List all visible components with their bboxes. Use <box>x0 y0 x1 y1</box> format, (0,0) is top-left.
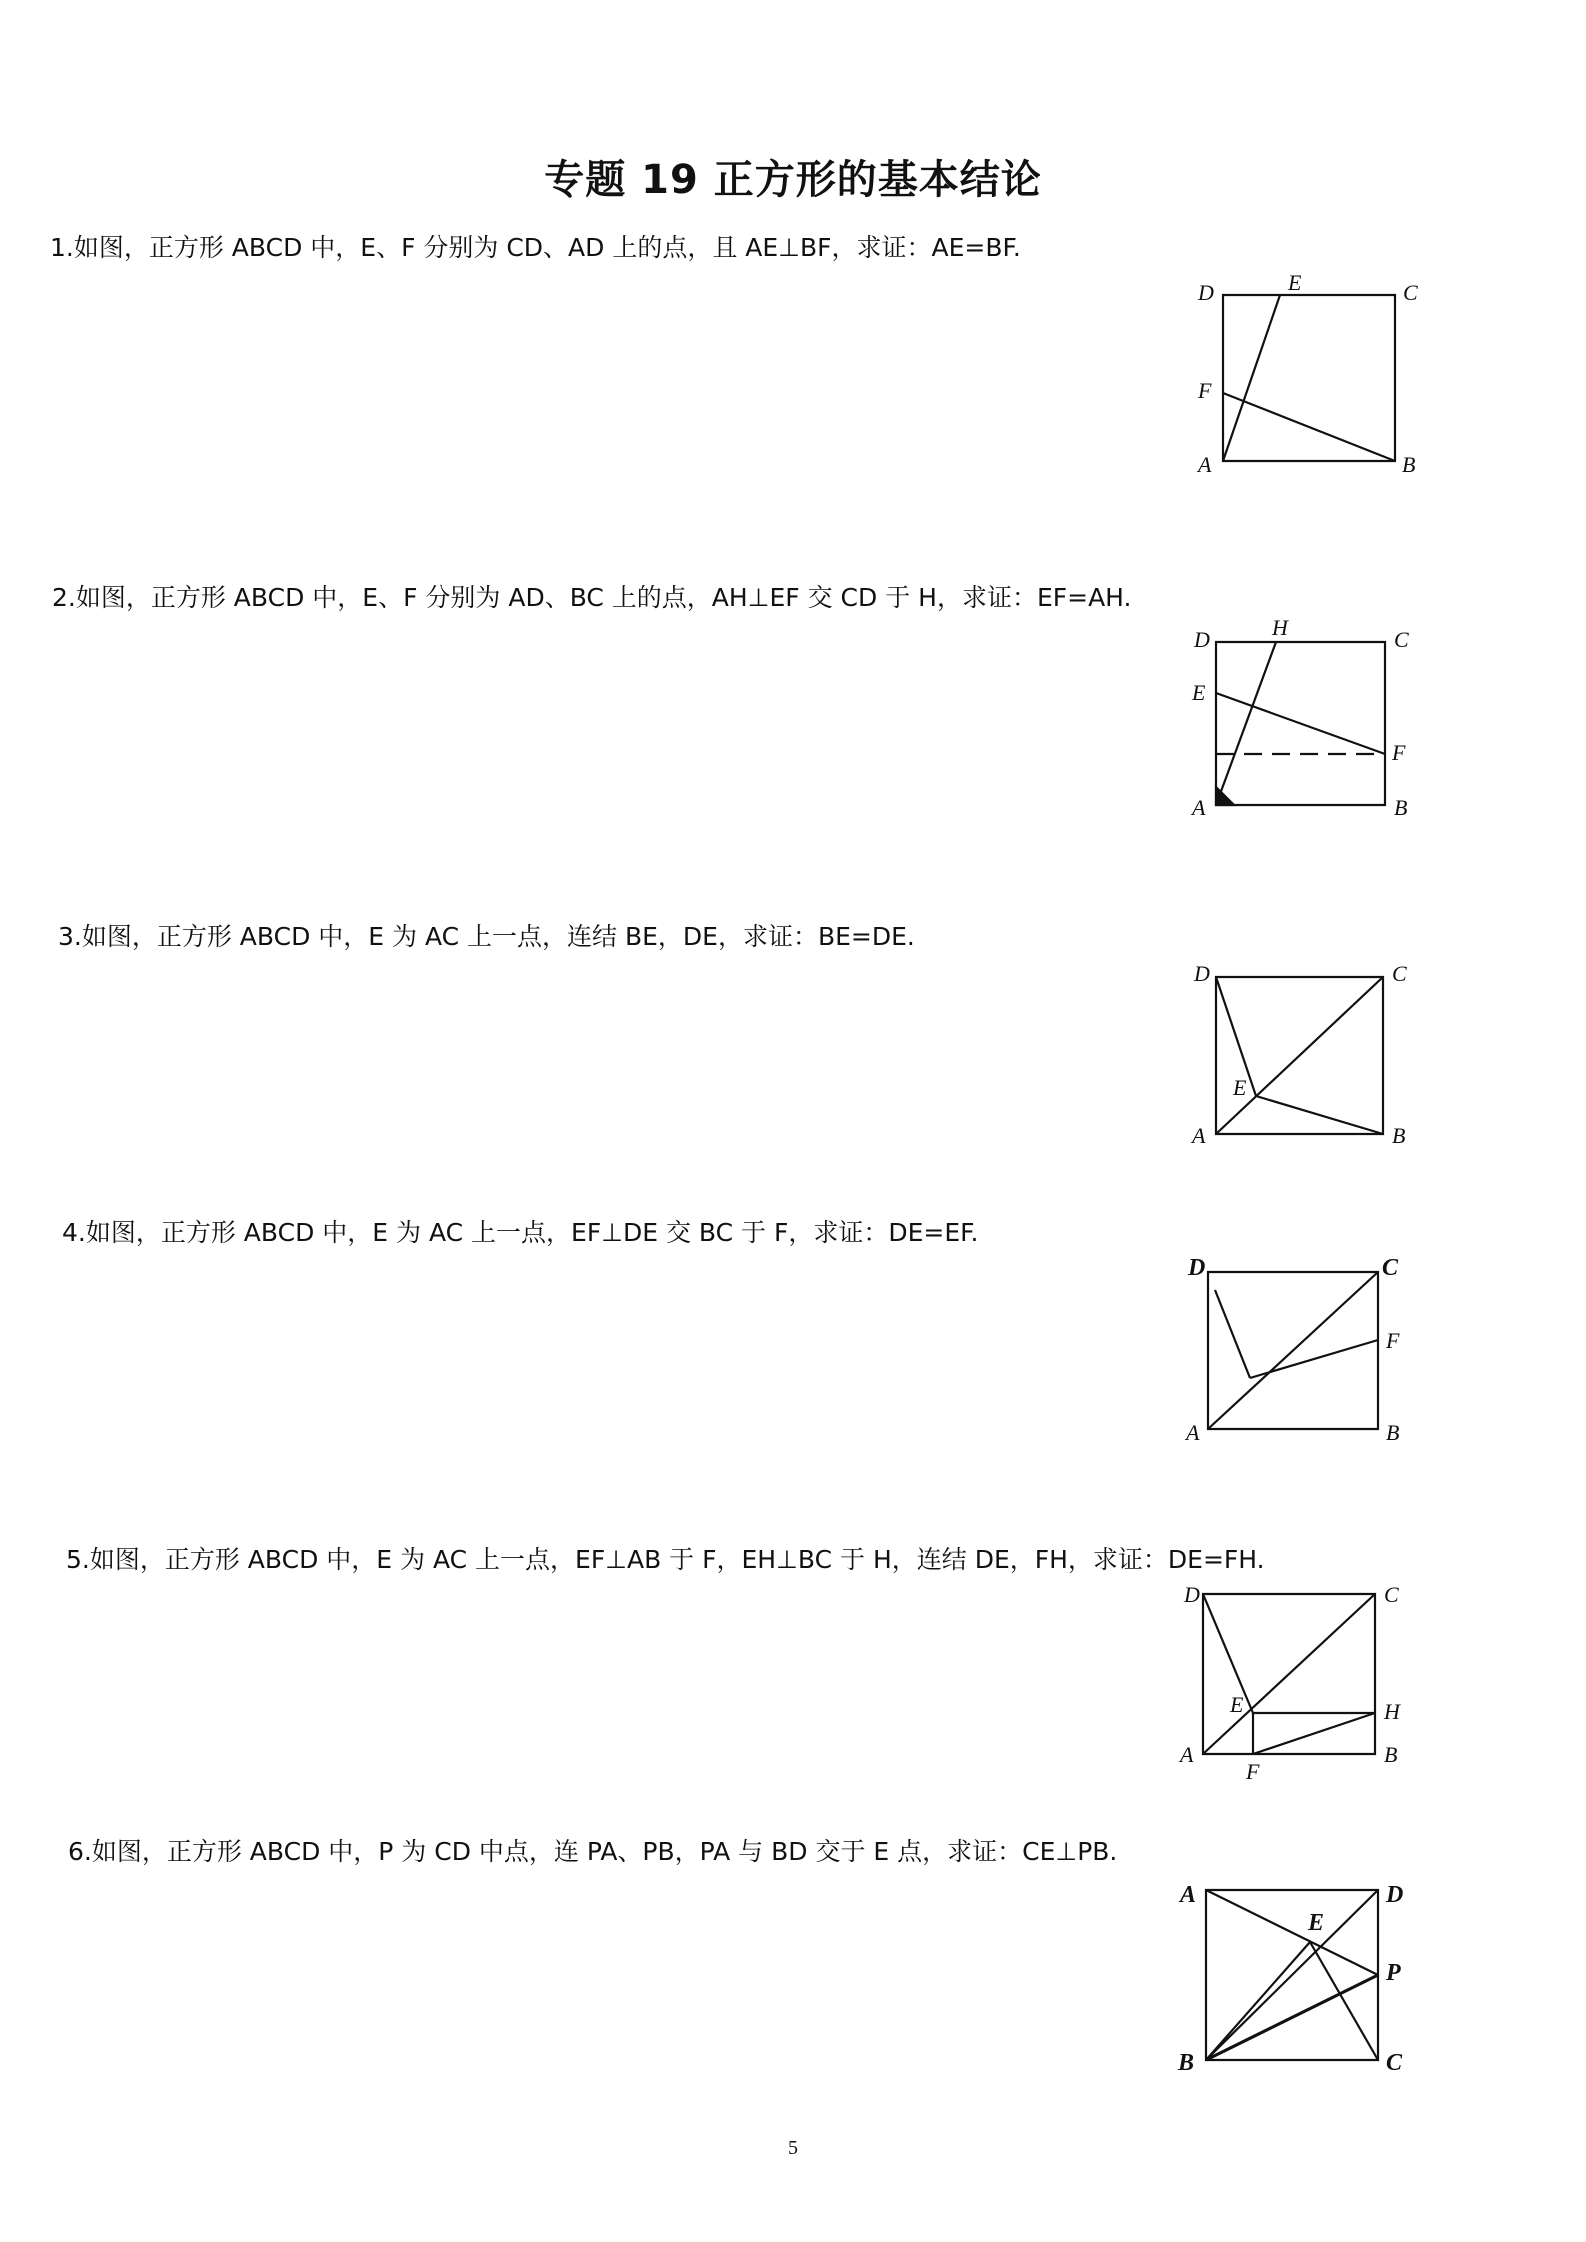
segment-ae <box>1223 295 1280 461</box>
label-e: E <box>1233 1075 1247 1100</box>
label-c: C <box>1384 1582 1399 1607</box>
label-d: D <box>1198 280 1214 305</box>
problem-number: 2. <box>52 583 76 612</box>
page-title: 专题 19 正方形的基本结论 <box>544 157 1042 203</box>
label-f: F <box>1198 378 1212 403</box>
label-p: P <box>1386 1960 1401 1986</box>
figure-5 <box>1180 1575 1440 1795</box>
label-a: A <box>1192 795 1206 820</box>
problem-4 <box>62 1213 978 1249</box>
label-b: B <box>1394 795 1408 820</box>
diagonal-ac <box>1208 1272 1378 1429</box>
label-a: A <box>1180 1882 1197 1908</box>
segment-ah <box>1216 642 1276 805</box>
right-angle-mark <box>1216 787 1234 805</box>
label-c: C <box>1382 1255 1399 1281</box>
page-number: 5 <box>788 2137 798 2159</box>
label-a: A <box>1198 452 1212 477</box>
label-c: C <box>1392 961 1407 986</box>
problem-text: 如图，正方形 ABCD 中，P 为 CD 中点，连 PA、PB，PA 与 BD 交于 E 点，求证：CE⊥PB. <box>91 1837 1118 1866</box>
segment-bf <box>1223 393 1395 461</box>
segment-be <box>1256 1096 1383 1134</box>
label-d: D <box>1184 1582 1200 1607</box>
problem-number: 6. <box>68 1837 92 1866</box>
label-d: D <box>1194 627 1210 652</box>
square-abcd <box>1223 295 1395 461</box>
figure-1 <box>1180 270 1440 480</box>
label-e: E <box>1230 1692 1244 1717</box>
segment-be <box>1206 1942 1310 2060</box>
problem-number: 1. <box>50 233 74 262</box>
problem-text: 如图，正方形 ABCD 中，E 为 AC 上一点，连结 BE，DE，求证：BE=DE. <box>81 922 915 951</box>
label-a: A <box>1186 1420 1200 1445</box>
label-b: B <box>1392 1123 1406 1148</box>
label-d: D <box>1386 1882 1404 1908</box>
figure-4 <box>1180 1245 1440 1455</box>
label-a: A <box>1180 1742 1194 1767</box>
label-h: H <box>1272 615 1288 640</box>
label-b: B <box>1386 1420 1400 1445</box>
label-f: F <box>1246 1759 1260 1784</box>
label-f: F <box>1386 1328 1400 1353</box>
segment-ef <box>1250 1340 1378 1378</box>
label-b: B <box>1402 452 1416 477</box>
label-e: E <box>1192 680 1206 705</box>
label-a: A <box>1192 1123 1206 1148</box>
label-b: B <box>1178 2050 1195 2076</box>
figure-3 <box>1180 950 1440 1160</box>
label-c: C <box>1386 2050 1403 2076</box>
diagonal-ac <box>1203 1594 1375 1754</box>
problem-5 <box>66 1540 1265 1576</box>
problem-3 <box>58 917 915 953</box>
segment-de <box>1203 1594 1253 1713</box>
label-h: H <box>1384 1699 1400 1724</box>
figure-2 <box>1180 615 1440 825</box>
diagonal-bd <box>1206 1890 1378 2060</box>
label-c: C <box>1394 627 1409 652</box>
problem-number: 4. <box>62 1218 86 1247</box>
problem-text: 如图，正方形 ABCD 中，E 为 AC 上一点，EF⊥AB 于 F，EH⊥BC 于 H，连结 DE，FH，求证：DE=FH. <box>89 1545 1265 1574</box>
problem-text: 如图，正方形 ABCD 中，E 为 AC 上一点，EF⊥DE 交 BC 于 F，求证：DE=EF. <box>85 1218 979 1247</box>
label-e: E <box>1288 270 1302 295</box>
segment-fh <box>1253 1713 1375 1754</box>
figure-6 <box>1170 1880 1440 2090</box>
label-d: D <box>1188 1255 1206 1281</box>
problem-number: 3. <box>58 922 82 951</box>
segment-pb <box>1206 1975 1378 2060</box>
segment-de <box>1215 1290 1250 1378</box>
problem-6 <box>68 1832 1117 1868</box>
label-c: C <box>1403 280 1418 305</box>
label-e: E <box>1308 1910 1325 1936</box>
label-d: D <box>1194 961 1210 986</box>
label-b: B <box>1384 1742 1398 1767</box>
diagonal-ac <box>1216 977 1383 1134</box>
problem-text: 如图，正方形 ABCD 中，E、F 分别为 AD、BC 上的点，AH⊥EF 交 CD 于 H，求证：EF=AH. <box>75 583 1132 612</box>
problem-2 <box>52 578 1132 614</box>
problem-1 <box>50 228 1021 264</box>
problem-number: 5. <box>66 1545 90 1574</box>
label-f: F <box>1392 740 1406 765</box>
segment-ef <box>1216 693 1385 754</box>
problem-text: 如图，正方形 ABCD 中，E、F 分别为 CD、AD 上的点，且 AE⊥BF，求证：AE=BF. <box>73 233 1021 262</box>
segment-ce <box>1310 1942 1378 2060</box>
